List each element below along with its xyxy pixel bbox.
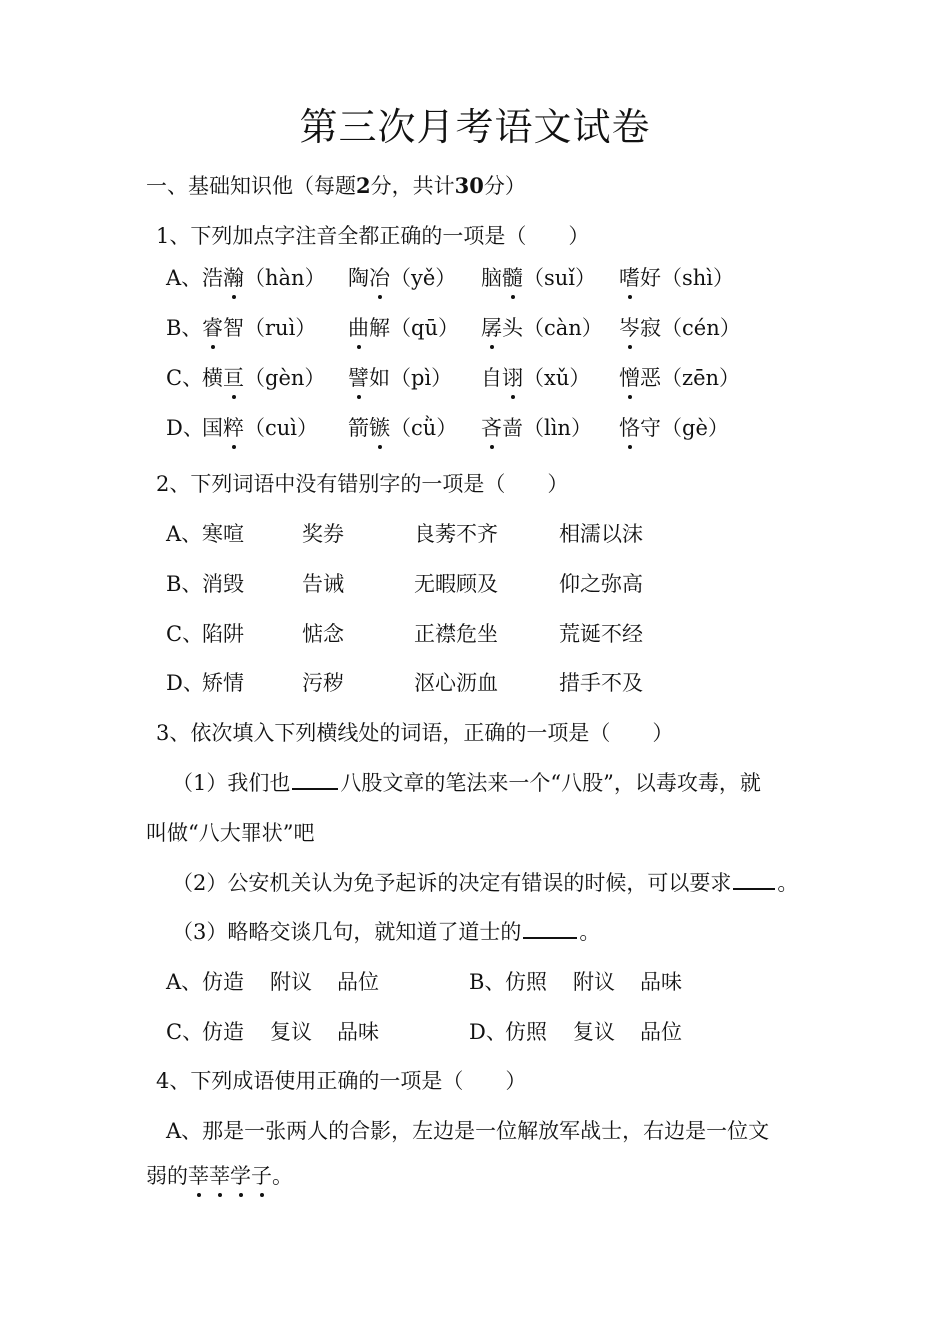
pinyin: （pì）: [390, 366, 453, 390]
sentence-1-part-a: （1）我们也: [172, 771, 291, 795]
dotted-char: 譬: [348, 363, 369, 393]
word: 寒喧: [202, 522, 244, 546]
pinyin: （shì）: [661, 266, 735, 290]
pinyin-item: [481, 363, 590, 393]
word: 沤心沥血: [414, 671, 498, 695]
item-char: 浩: [202, 266, 223, 290]
pinyin-item: [202, 413, 318, 443]
word: 仰之弥高: [559, 572, 643, 596]
exam-title: 第三次月考语文试卷: [299, 105, 651, 149]
word: 仿照: [505, 970, 547, 994]
option-label: A、: [166, 266, 203, 290]
word: 附议: [270, 970, 312, 994]
word: 复议: [573, 1020, 615, 1044]
question-1-stem: 1、下列加点字注音全都正确的一项是（ ）: [156, 224, 590, 248]
dotted-char: 莘: [209, 1161, 230, 1191]
dotted-char: 嗜: [619, 263, 640, 293]
dotted-char: 莘: [188, 1161, 209, 1191]
pinyin: （zēn）: [661, 366, 741, 390]
word: 附议: [573, 970, 615, 994]
option-a-line-2-prefix: 弱的: [146, 1164, 188, 1188]
item-char: 自: [481, 366, 502, 390]
pinyin: （gè）: [661, 416, 729, 440]
pinyin-item: [481, 413, 592, 443]
fill-blank-1: [292, 768, 338, 790]
total-points: 30: [454, 173, 484, 198]
word: 复议: [270, 1020, 312, 1044]
item-char: 横: [202, 366, 223, 390]
dotted-char: 瀚: [223, 263, 244, 293]
dotted-char: 憎: [619, 363, 640, 393]
item-char: 寂: [640, 316, 661, 340]
item-char: 箭: [348, 416, 369, 440]
option-a-line-2-suffix: 。: [272, 1164, 293, 1188]
word: 品味: [640, 970, 682, 994]
pinyin: （cǜ）: [390, 416, 458, 440]
option-label: B、: [166, 572, 203, 596]
question-3-sentence-2: [172, 868, 798, 898]
dotted-char: 粹: [223, 413, 244, 443]
option-label: D、: [469, 1020, 507, 1044]
dotted-char: 吝: [481, 413, 502, 443]
option-label: C、: [166, 366, 204, 390]
word: 品味: [337, 1020, 379, 1044]
pinyin: （yě）: [390, 266, 457, 290]
dotted-char: 镞: [369, 413, 390, 443]
pinyin-item: [348, 263, 456, 293]
sentence-2-part-b: 。: [777, 871, 799, 895]
word: 措手不及: [559, 671, 643, 695]
item-char: 如: [369, 366, 390, 390]
sentence-1-part-b: 八股文章的笔法来一个“八股”，以毒攻毒，就: [340, 771, 761, 795]
word: 荒诞不经: [559, 622, 643, 646]
pinyin-item: [481, 313, 603, 343]
pinyin: （qū）: [390, 316, 459, 340]
pinyin-item: [348, 313, 459, 343]
section-heading: [146, 171, 526, 201]
sentence-3-part-a: （3）略略交谈几句，就知道了道士的: [172, 920, 522, 944]
word: 品位: [640, 1020, 682, 1044]
pinyin-item: [202, 313, 316, 343]
section-heading-mid: 分，共计: [370, 174, 455, 198]
item-char: 守: [640, 416, 661, 440]
option-label: A、: [166, 522, 203, 546]
dotted-char: 髓: [502, 263, 523, 293]
pinyin: （suǐ）: [523, 266, 597, 290]
dotted-char: 曲: [348, 313, 369, 343]
pinyin: （càn）: [523, 316, 603, 340]
pinyin-item: [348, 413, 457, 443]
item-char: 陶: [348, 266, 369, 290]
item-char: 脑: [481, 266, 502, 290]
fill-blank-3: [523, 917, 577, 939]
word: 惦念: [302, 622, 344, 646]
option-label: C、: [166, 1020, 204, 1044]
pinyin: （hàn）: [244, 266, 326, 290]
option-label: D、: [166, 416, 204, 440]
option-label: B、: [166, 316, 203, 340]
question-4-option-a-line-1: A、那是一张两人的合影，左边是一位解放军战士，右边是一位文: [166, 1119, 770, 1143]
pinyin: （cén）: [661, 316, 741, 340]
pinyin-item: [619, 413, 729, 443]
pinyin-item: [619, 263, 734, 293]
item-char: 好: [640, 266, 661, 290]
dotted-char: 学: [230, 1161, 251, 1191]
pinyin-item: [481, 263, 596, 293]
section-heading-prefix: 一、基础知识他（每题: [146, 174, 356, 198]
word: 仿造: [202, 970, 244, 994]
pinyin-item: [619, 313, 741, 343]
word: 相濡以沫: [559, 522, 643, 546]
pinyin: （xǔ）: [523, 366, 591, 390]
pinyin-item: [202, 263, 326, 293]
question-3-sentence-1: [172, 768, 761, 798]
sentence-3-part-b: 。: [579, 920, 601, 944]
dotted-char: 恪: [619, 413, 640, 443]
dotted-char: 亘: [223, 363, 244, 393]
question-4-stem: 4、下列成语使用正确的一项是（ ）: [156, 1069, 527, 1093]
pinyin: （ruì）: [244, 316, 317, 340]
question-3-sentence-3: [172, 917, 600, 947]
dotted-char: 孱: [481, 313, 502, 343]
word: 正襟危坐: [414, 622, 498, 646]
word: 矫情: [202, 671, 244, 695]
word: 污秽: [302, 671, 344, 695]
pinyin: （gèn）: [244, 366, 326, 390]
dotted-char: 睿: [202, 313, 223, 343]
option-label: A、: [166, 970, 203, 994]
question-3-sentence-1-cont: 叫做“八大罪状”吧: [146, 821, 315, 845]
option-label: B、: [469, 970, 506, 994]
dotted-char: 冶: [369, 263, 390, 293]
word: 仿造: [202, 1020, 244, 1044]
fill-blank-2: [733, 868, 775, 890]
word: 奖券: [302, 522, 344, 546]
item-char: 智: [223, 316, 244, 340]
dotted-char: 诩: [502, 363, 523, 393]
pinyin: （lìn）: [523, 416, 592, 440]
option-label: C、: [166, 622, 204, 646]
dotted-char: 子: [251, 1161, 272, 1191]
item-char: 啬: [502, 416, 523, 440]
word: 告诫: [302, 572, 344, 596]
question-2-stem: 2、下列词语中没有错别字的一项是（ ）: [156, 472, 569, 496]
word: 无暇顾及: [414, 572, 498, 596]
points-per-question: 2: [356, 173, 371, 198]
item-char: 解: [369, 316, 390, 340]
pinyin-item: [619, 363, 740, 393]
item-char: 国: [202, 416, 223, 440]
section-heading-suffix: 分）: [483, 174, 526, 198]
dotted-char: 岑: [619, 313, 640, 343]
pinyin: （cuì）: [244, 416, 319, 440]
item-char: 恶: [640, 366, 661, 390]
word: 仿照: [505, 1020, 547, 1044]
word: 品位: [337, 970, 379, 994]
word: 陷阱: [202, 622, 244, 646]
item-char: 头: [502, 316, 523, 340]
pinyin-item: [202, 363, 325, 393]
word: 良莠不齐: [414, 522, 498, 546]
word: 消毁: [202, 572, 244, 596]
sentence-2-part-a: （2）公安机关认为免予起诉的决定有错误的时候，可以要求: [172, 871, 732, 895]
question-3-stem: 3、依次填入下列横线处的词语，正确的一项是（ ）: [156, 721, 674, 745]
pinyin-item: [348, 363, 452, 393]
option-label: D、: [166, 671, 204, 695]
question-4-option-a-line-2: [146, 1161, 293, 1191]
